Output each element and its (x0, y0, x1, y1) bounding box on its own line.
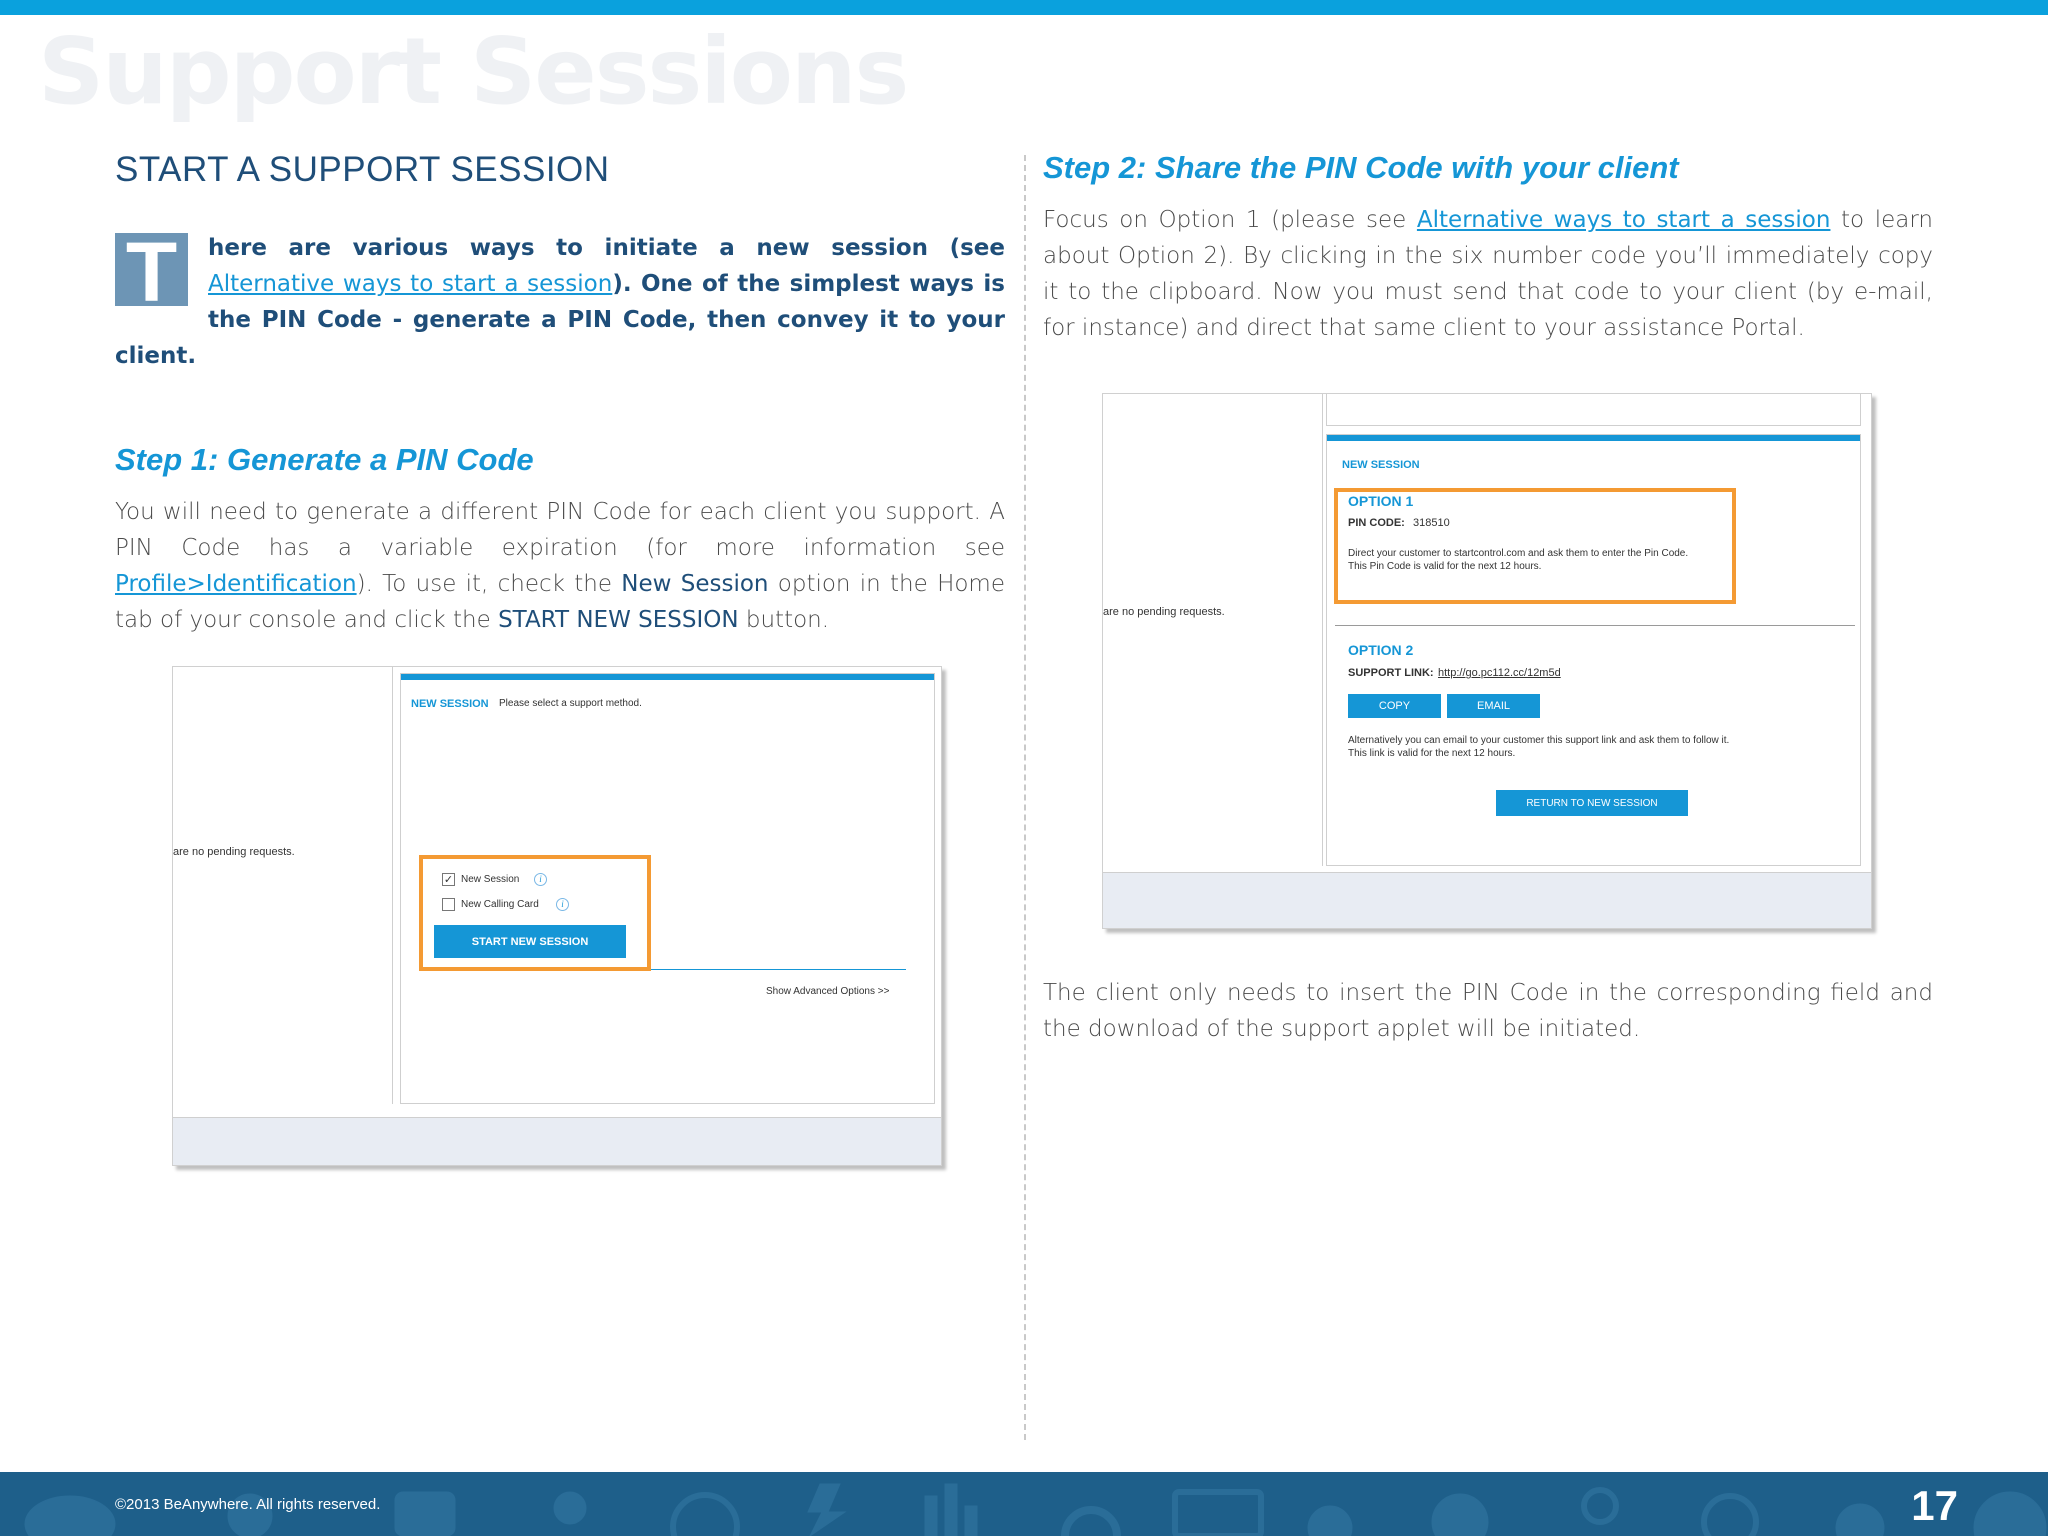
page-number: 17 (1911, 1482, 1958, 1529)
closing-paragraph: The client only needs to insert the PIN Code in the corresponding field and the download of the support applet will be initiated. (1043, 980, 1933, 1042)
option1-title: OPTION 1 (1348, 493, 1414, 509)
alternative-ways-link[interactable]: Alternative ways to start a session (208, 271, 613, 297)
options-divider (1335, 625, 1855, 626)
page-footer (0, 1472, 2048, 1536)
step1-paragraph (115, 494, 1005, 638)
intro-text-after: ). One of the simplest ways is the PIN Code - generate a PIN Code, then convey it to your client. (115, 271, 1005, 369)
support-method-hint: Please select a support method. (499, 698, 642, 709)
right-column (1043, 150, 1933, 346)
info-icon[interactable]: i (556, 898, 569, 911)
profile-identification-link[interactable]: Profile>Identification (115, 571, 357, 597)
intro-paragraph (115, 225, 1005, 374)
console-screenshot-new-session (172, 666, 942, 1166)
show-advanced-options-link[interactable]: Show Advanced Options >> (766, 986, 890, 997)
step1-text-1: You will need to generate a different PIN Code for each client you support. A PIN Code has a variable expiration (for more information see (115, 499, 1005, 561)
step1-text-4: button. (738, 607, 830, 633)
alternative-ways-link[interactable]: Alternative ways to start a session (1416, 207, 1831, 233)
support-link-label: SUPPORT LINK: (1348, 667, 1434, 679)
copyright-text: ©2013 BeAnywhere. All rights reserved. (115, 1496, 381, 1513)
step1-text-2: ). To use it, check the (356, 571, 622, 597)
console-status-strip (173, 1117, 941, 1165)
top-pane (1326, 394, 1861, 426)
left-column (115, 150, 1005, 638)
step2-text-2: to learn about Option 2). By clicking in the six number code you’ll immediately copy it to the clipboard. Now you must send that code to your client (by e-mail, for instance) and direct that same client to your assistance Portal. (1043, 207, 1933, 341)
step2-text-1: Focus on Option 1 (please see (1043, 207, 1417, 233)
console-status-strip (1103, 872, 1871, 928)
new-session-label: NEW SESSION (1342, 459, 1420, 471)
section-title: START A SUPPORT SESSION (115, 150, 610, 189)
new-calling-card-option-label: New Calling Card (461, 899, 539, 910)
intro-text-before: here are various ways to initiate a new session (see (208, 235, 1005, 261)
pin-code-value[interactable]: 318510 (1413, 517, 1450, 529)
step2-title: Step 2: Share the PIN Code with your client (1043, 150, 1679, 185)
option1-instructions-2: This Pin Code is valid for the next 12 hours. (1348, 561, 1542, 572)
pane-accent-strip (401, 674, 934, 680)
email-button[interactable]: EMAIL (1447, 694, 1540, 718)
return-to-new-session-button[interactable]: RETURN TO NEW SESSION (1496, 790, 1688, 816)
step1-text-3: option in the Home tab of your console and click the (115, 571, 1005, 633)
console-screenshot-pin-code (1102, 393, 1872, 929)
highlight-box (1334, 488, 1736, 604)
support-link-url[interactable]: http://go.pc112.cc/12m5d (1438, 667, 1561, 679)
option1-instructions-1: Direct your customer to startcontrol.com and ask them to enter the Pin Code. (1348, 548, 1689, 559)
option2-instructions-1: Alternatively you can email to your customer this support link and ask them to follow it. (1348, 735, 1730, 746)
start-new-session-button[interactable]: START NEW SESSION (434, 925, 626, 958)
pane-accent-strip (1327, 435, 1860, 441)
new-session-option-label: New Session (461, 874, 520, 885)
option2-instructions-2: This link is valid for the next 12 hours. (1348, 748, 1516, 759)
info-icon[interactable]: i (534, 873, 547, 886)
step2-paragraph (1043, 202, 1933, 346)
requests-pane (1103, 394, 1323, 866)
highlight-box (419, 855, 651, 971)
step1-title: Step 1: Generate a PIN Code (115, 442, 534, 477)
requests-pane (173, 667, 393, 1104)
step1-bold-start-button: START NEW SESSION (498, 607, 739, 633)
new-session-label: NEW SESSION (411, 698, 489, 710)
new-session-checkbox[interactable]: ✓ (443, 873, 454, 886)
pending-requests-text: are no pending requests. (1103, 606, 1225, 618)
dropcap: T (115, 233, 188, 306)
page-watermark-title: Support Sessions (38, 18, 908, 125)
copy-button[interactable]: COPY (1348, 694, 1441, 718)
option2-title: OPTION 2 (1348, 642, 1414, 658)
pending-requests-text: are no pending requests. (173, 846, 295, 858)
pin-code-label: PIN CODE: (1348, 517, 1405, 529)
column-divider (1024, 155, 1026, 1440)
top-accent-bar (0, 0, 2048, 15)
step1-bold-new-session: New Session (621, 571, 769, 597)
